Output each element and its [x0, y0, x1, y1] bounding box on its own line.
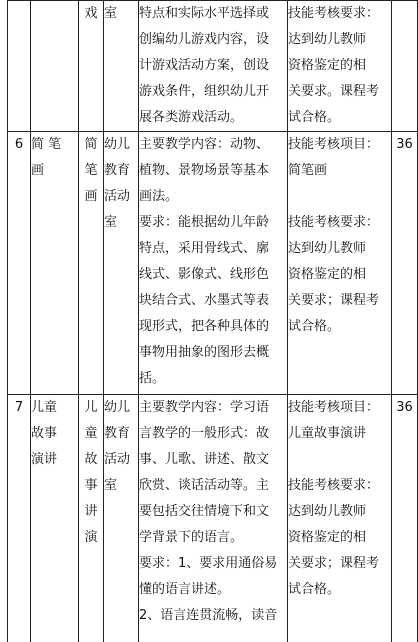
row-number-cell: [8, 1, 31, 132]
content-cell: [139, 132, 288, 395]
course-name-line: 画: [31, 163, 45, 178]
requirement-line: 技能考核要求：: [288, 478, 380, 493]
content-line: 要求：能根据幼儿年龄: [139, 215, 270, 230]
course-name-cell: [31, 132, 79, 395]
short-name-char: 简: [84, 137, 98, 152]
venue-line: 幼儿: [104, 137, 131, 152]
course-name-line: 故事: [31, 426, 58, 441]
row-number: 7: [14, 400, 24, 415]
content-line: 2、语言连贯流畅，读音: [139, 608, 278, 623]
content-cell: [139, 395, 288, 642]
venue-cell: [104, 1, 139, 132]
content-line: 计游戏活动方案，创设: [139, 58, 270, 73]
requirement-line: 技能考核项目：: [288, 137, 380, 152]
table-row: [8, 1, 418, 132]
course-name-line: 简 笔: [31, 137, 62, 152]
row-number-cell: [8, 132, 31, 395]
short-name-cell: [79, 395, 104, 642]
short-name-char: 演: [84, 530, 98, 545]
venue-line: 教育: [104, 163, 131, 178]
curriculum-table: [7, 0, 418, 642]
content-line: 展各类游戏活动。: [139, 110, 244, 125]
venue-line: 室: [104, 6, 118, 21]
hours-cell: [392, 1, 418, 132]
venue-line: 教育: [104, 426, 131, 441]
venue-line: 室: [104, 478, 118, 493]
course-name-cell: [31, 1, 79, 132]
row-number-cell: [8, 395, 31, 642]
row-number: 6: [14, 137, 24, 152]
requirement-line: 资格鉴定的相: [288, 530, 367, 545]
short-name-char: 笔: [84, 163, 98, 178]
requirement-line: 关要求。课程考: [288, 84, 380, 99]
requirement-cell: [288, 395, 392, 642]
content-line: 主要教学内容：动物、: [139, 137, 270, 152]
course-name-line: 儿童: [31, 400, 58, 415]
content-line: 游戏条件，组织幼儿开: [139, 84, 270, 99]
course-name-cell: [31, 395, 79, 642]
requirement-line: 试合格。: [288, 582, 341, 597]
hours-cell: [392, 395, 418, 642]
hours-value: 36: [396, 137, 413, 152]
requirement-line: 达到幼儿教师: [288, 241, 367, 256]
short-name-cell: [79, 1, 104, 132]
requirement-line: 试合格。: [288, 319, 341, 334]
content-line: 画法。: [139, 189, 179, 204]
content-line: 言教学的一般形式：故: [139, 426, 270, 441]
content-line: 学背景下的语言。: [139, 530, 244, 545]
requirement-line: 技能考核项目：: [288, 400, 380, 415]
content-line: 要包括交往情境下和文: [139, 504, 270, 519]
content-line: 事物用抽象的图形去概: [139, 345, 270, 360]
requirement-line: 技能考核要求：: [288, 6, 380, 21]
content-line: 创编幼儿游戏内容，设: [139, 32, 270, 47]
content-line: 主要教学内容：学习语: [139, 400, 270, 415]
content-line: 特点，采用骨线式、廓: [139, 241, 270, 256]
content-line: 懂的语言讲述。: [139, 582, 231, 597]
short-name-char: 画: [84, 189, 98, 204]
content-line: 要求：1、要求用通俗易: [139, 556, 278, 571]
venue-cell: [104, 395, 139, 642]
short-name-cell: [79, 132, 104, 395]
hours-cell: [392, 132, 418, 395]
requirement-spacer: [288, 184, 391, 210]
content-line: 欣赏、谈话活动等。主: [139, 478, 270, 493]
content-line: 块结合式、水墨式等表: [139, 293, 270, 308]
short-name-char: 儿: [84, 400, 98, 415]
content-line: 事、儿歌、讲述、散文: [139, 452, 270, 467]
short-name-char: 故: [84, 452, 98, 467]
venue-line: 室: [104, 215, 118, 230]
requirement-line: 资格鉴定的相: [288, 267, 367, 282]
requirement-line: 资格鉴定的相: [288, 58, 367, 73]
requirement-line: 关要求；课程考: [288, 556, 380, 571]
requirement-line: 关要求；课程考: [288, 293, 380, 308]
venue-cell: [104, 132, 139, 395]
table-row: [8, 395, 418, 642]
content-line: 植物、景物场景等基本: [139, 163, 270, 178]
short-name-char: 事: [84, 478, 98, 493]
requirement-spacer: [288, 447, 391, 473]
course-name-line: 演讲: [31, 452, 58, 467]
venue-line: 幼儿: [104, 400, 131, 415]
content-cell: [139, 1, 288, 132]
short-name-char: 童: [84, 426, 98, 441]
requirement-line: 简笔画: [288, 163, 328, 178]
requirement-line: 试合格。: [288, 110, 341, 125]
content-line: 线式、影像式、线形色: [139, 267, 270, 282]
requirement-line: 技能考核要求：: [288, 215, 380, 230]
hours-value: 36: [396, 400, 413, 415]
venue-line: 活动: [104, 189, 131, 204]
content-line: 括。: [139, 371, 166, 386]
content-line: 特点和实际水平选择或: [139, 6, 270, 21]
requirement-cell: [288, 1, 392, 132]
requirement-line: 达到幼儿教师: [288, 32, 367, 47]
short-name-char: 讲: [84, 504, 98, 519]
table-row: [8, 132, 418, 395]
venue-line: 活动: [104, 452, 131, 467]
requirement-cell: [288, 132, 392, 395]
requirement-line: 儿童故事演讲: [288, 426, 367, 441]
content-line: 现形式，把各种具体的: [139, 319, 270, 334]
requirement-line: 达到幼儿教师: [288, 504, 367, 519]
short-name-char: 戏: [84, 6, 98, 21]
